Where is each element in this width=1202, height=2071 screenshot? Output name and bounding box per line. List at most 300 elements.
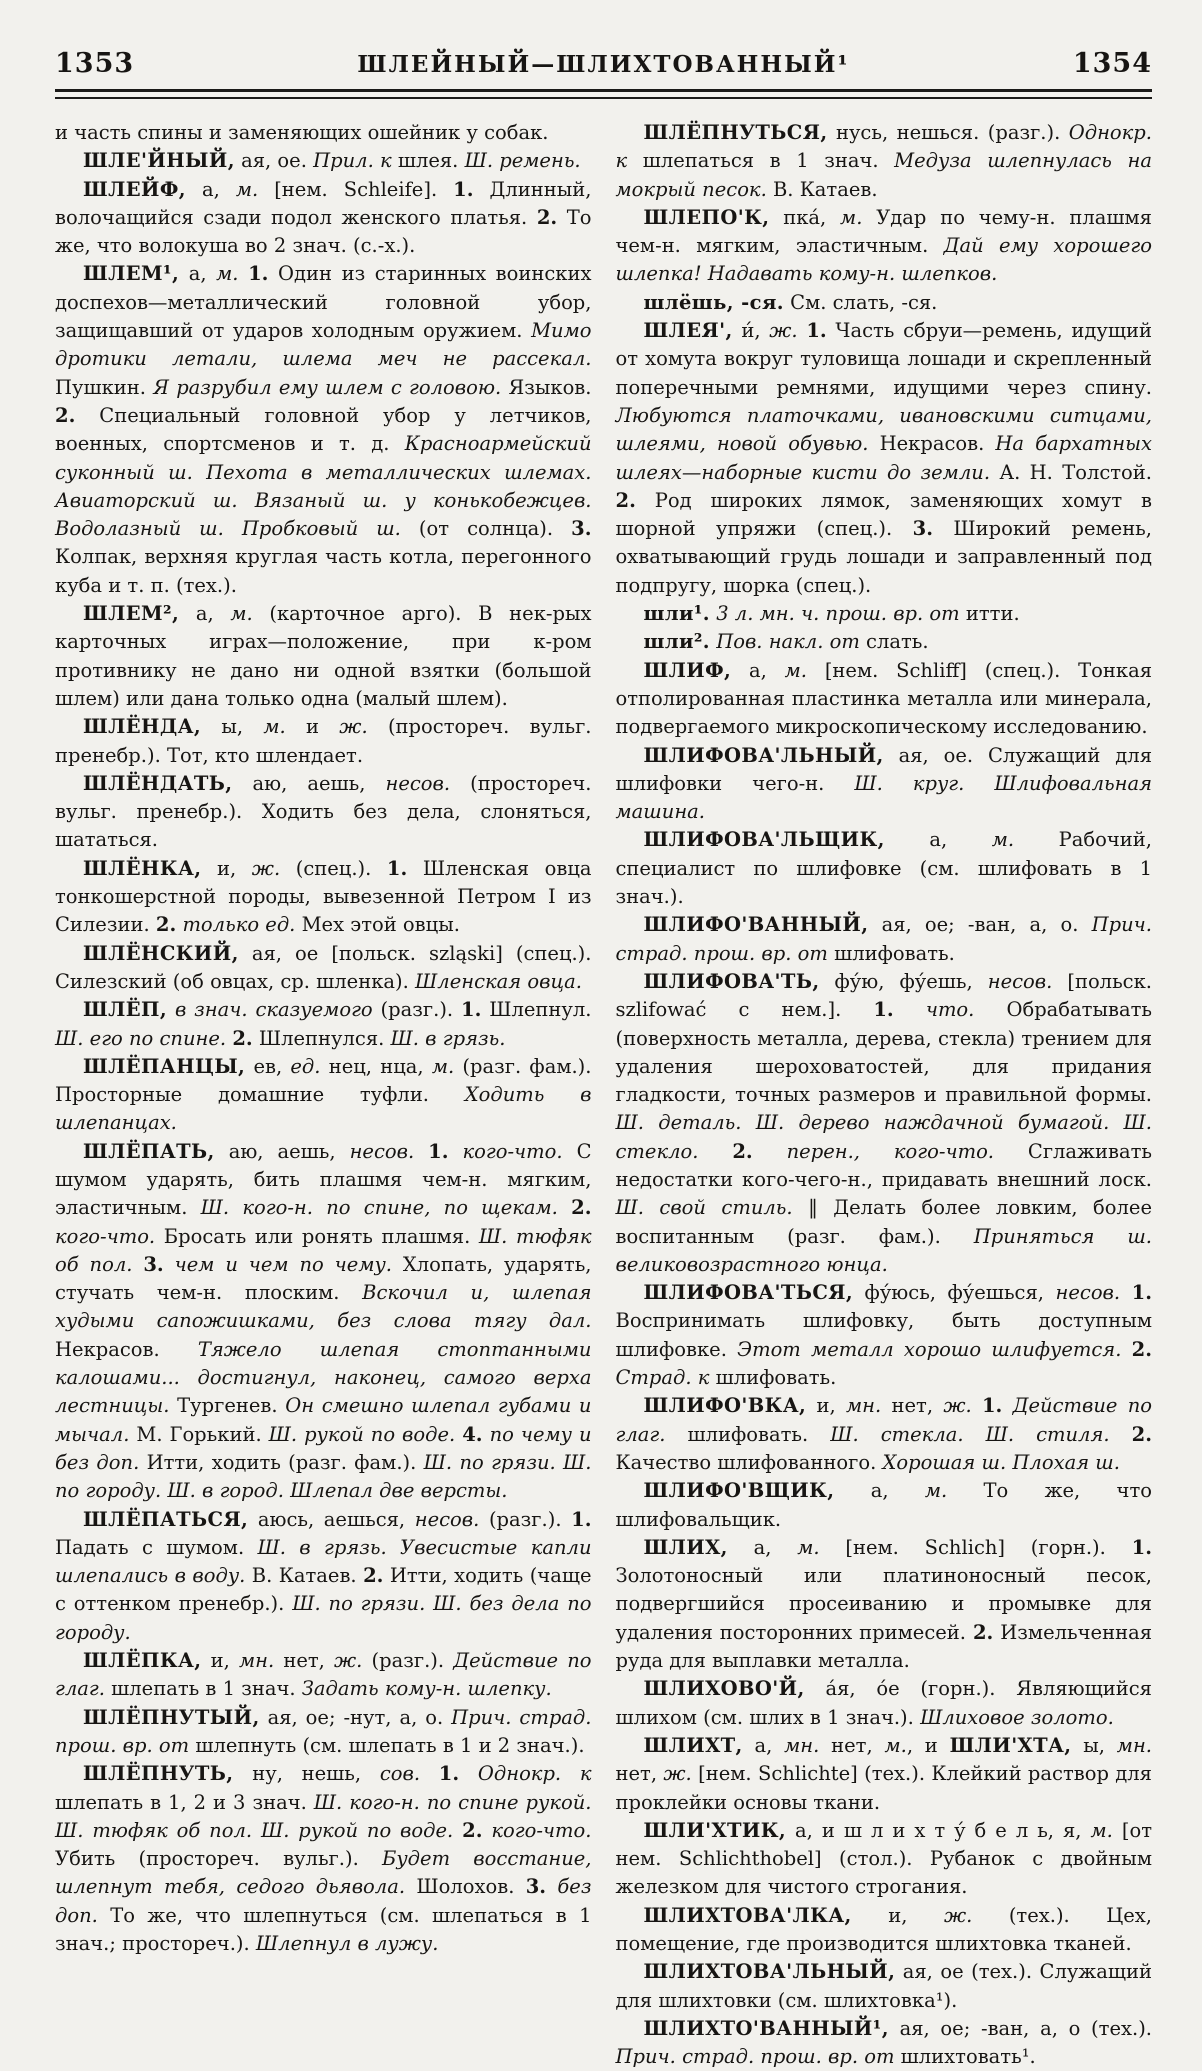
italic-text: ж. [339, 715, 368, 739]
left-column [55, 119, 592, 2071]
dictionary-entry [616, 1477, 1153, 1534]
headword: ШЛИХ, [643, 1535, 728, 1559]
sense-number: 1. [571, 1507, 592, 1531]
page-number-left: 1353 [55, 48, 135, 79]
plain-text: Бросать или ронять плашмя. [155, 1224, 479, 1248]
plain-text: а, и ш л и х т у́ б е л ь, я, [786, 1818, 1091, 1842]
sense-number: 1. [453, 177, 474, 201]
page-number-right: 1354 [1072, 48, 1152, 79]
plain-text: а, [884, 828, 992, 852]
headword: шлёшь, -ся. [643, 290, 784, 314]
dictionary-entry [55, 147, 592, 175]
sense-number: 2. [571, 1196, 592, 1220]
plain-text: , и [906, 1733, 950, 1757]
dictionary-entry [55, 940, 592, 997]
italic-text: Ш. в грязь. [390, 1026, 506, 1050]
italic-text: Прич. страд. прош. вр. от [615, 2045, 895, 2069]
plain-text: (от солнца). [400, 517, 572, 541]
italic-text: без доп. [55, 1875, 592, 1927]
italic-text: Хорошая ш. Плохая ш. [882, 1450, 1120, 1474]
plain-text: (разг.). [372, 998, 462, 1022]
sense-number: 2. [55, 403, 76, 427]
plain-text: Шлепнул. [481, 998, 592, 1022]
plain-text: шлепать в 1 знач. [104, 1677, 302, 1701]
headword: ШЛЁПАНЦЫ, [83, 1054, 246, 1078]
dictionary-entry [55, 176, 592, 261]
plain-text: нет, [274, 1649, 335, 1673]
italic-text: Приняться ш. великовозрастного юнца. [615, 1224, 1152, 1276]
italic-text: Он смешно шлепал губами и мычал. [55, 1394, 592, 1446]
italic-text: м. [784, 658, 808, 682]
plain-text: Некрасов. [868, 432, 996, 456]
italic-text: Ходить в шлепанцах. [55, 1083, 592, 1135]
plain-text: С шумом ударять, бить плашмя чем-н. мягким, эластичным. [55, 1139, 592, 1220]
sense-number: 1. [438, 1762, 460, 1786]
headword: ШЛИФ, [643, 658, 732, 682]
plain-text [453, 1819, 462, 1842]
headword: ШЛЕМ², [83, 602, 180, 626]
plain-text: Специальный головной убор у летчиков, военных, спортсменов и т. д. [55, 403, 592, 456]
plain-text [239, 262, 249, 285]
plain-text [753, 1140, 787, 1163]
sense-number: 4. [462, 1422, 483, 1446]
italic-text: несов. [1055, 1281, 1121, 1305]
plain-text: шлифовать. [665, 1422, 831, 1446]
plain-text: (тех.). Цех, помещение, где производится шлихтовка тканей. [615, 1903, 1153, 1955]
italic-text: Прич. страд. прош. вр. от [615, 913, 1152, 965]
headword: ШЛЕЙФ, [83, 177, 186, 201]
plain-text: [нем. Schlichte] (тех.). Клейкий раствор для проклейки основы ткани. [615, 1762, 1152, 1814]
plain-text: а́я, о́е (горн.). Являющийся шлихом (см. шлих в 1 знач.). [615, 1677, 1152, 1729]
italic-text: Ш. кого-н. по спине, по щекам. [200, 1196, 558, 1220]
headword: ШЛИФОВА'ЛЬЩИК, [643, 828, 885, 852]
italic-text: чем и чем по чему. [174, 1252, 393, 1276]
plain-text: а, [185, 177, 236, 201]
italic-text: Ш. стекла. Ш. стиля. [830, 1422, 1110, 1446]
headword: ШЛЁПАТЬ, [83, 1139, 215, 1163]
dictionary-entry [616, 2015, 1153, 2071]
plain-text: ‖ Делать более ловким, более воспитанным (разг. фам.). [615, 1196, 1152, 1248]
plain-text: А. Н. Толстой. [990, 460, 1152, 484]
plain-text: Широкий ремень, охватывающий грудь лошади и заправленный под подпругу, шорка (спец.). [615, 517, 1153, 597]
dictionary-entry [616, 119, 1153, 204]
headword: ШЛЁПНУТЬСЯ, [643, 121, 828, 144]
italic-text: м. [924, 1479, 948, 1503]
plain-text: Шлепнулся. [252, 1026, 391, 1050]
italic-text: мн. [1116, 1733, 1152, 1757]
plain-text [414, 1140, 428, 1163]
italic-text: Однокр. к [615, 121, 1152, 173]
plain-text: и, [201, 856, 252, 880]
italic-text: м. [230, 602, 253, 626]
plain-text: (простореч. вульг. пренебр.). Ходить без дела, слоняться, шататься. [55, 771, 592, 852]
italic-text: м. [431, 1054, 455, 1078]
dictionary-entry [616, 1279, 1153, 1392]
headword: ШЛЁНДА, [83, 715, 202, 739]
dictionary-entry [616, 1817, 1153, 1902]
plain-text: Удар по чему-н. плашмя чем-н. мягким, эластичным. [615, 205, 1152, 258]
plain-text: нет, [881, 1394, 944, 1418]
italic-text: Ш. по грязи. Ш. по городу. Ш. в город. Шлепал две версты. [55, 1450, 592, 1503]
headword: ШЛЁПАТЬСЯ, [83, 1507, 249, 1531]
italic-text: перен., кого-что. [786, 1139, 995, 1163]
plain-text: шлея. [391, 149, 465, 173]
headword: ШЛЁП, [83, 998, 168, 1022]
plain-text [698, 1140, 732, 1163]
dictionary-entry [55, 713, 592, 770]
italic-text: Будет восстание, шлепнут тебя, седого дьявола. [55, 1847, 592, 1899]
italic-text: Прил. к [313, 149, 392, 173]
sense-number: 1. [1131, 1535, 1152, 1559]
sense-number: 2. [972, 1620, 994, 1644]
italic-text: мн. [784, 1733, 820, 1757]
headword: ШЛЕМ¹, [83, 262, 180, 286]
italic-text: Прич. страд. прош. вр. от [55, 1705, 592, 1757]
plain-text: Пушкин. [55, 375, 154, 399]
italic-text: Шленская овца. [415, 969, 582, 993]
dictionary-entry [616, 1902, 1153, 1959]
sense-number: 3. [525, 1875, 547, 1899]
plain-text: а, [179, 262, 217, 286]
sense-number: 3. [912, 517, 933, 541]
italic-text: что. [925, 998, 975, 1022]
plain-text: шлихтовать¹. [894, 2045, 1036, 2069]
italic-text: м. [884, 1733, 907, 1757]
plain-text: и́, [732, 319, 770, 343]
headword: ШЛИХТОВА'ЛЬНЫЙ, [643, 1960, 896, 1984]
sense-number: 1. [873, 998, 894, 1022]
sense-number: 2. [232, 1026, 253, 1050]
plain-text: Тургенев. [169, 1394, 286, 1418]
sense-number: 2. [732, 1139, 753, 1163]
dictionary-entry [616, 1732, 1153, 1817]
dictionary-entry [616, 1392, 1153, 1477]
italic-text: Страд. к [615, 1366, 710, 1390]
plain-text: нусь, нешься. (разг.). [827, 121, 1069, 144]
italic-text: Ш. рукой по воде. [268, 1422, 456, 1446]
dictionary-entry [616, 968, 1153, 1279]
headword: ШЛЁПКА, [83, 1649, 202, 1673]
headword: ШЛЕЯ', [643, 319, 733, 343]
plain-text: Рабочий, специалист по шлифовке (см. шлифовать в 1 знач.). [615, 828, 1152, 909]
italic-text: кого-что. [491, 1818, 592, 1842]
italic-text: Любуются платочками, ивановскими ситцами, шлеями, новой обувью. [615, 403, 1152, 456]
italic-text: Пов. накл. от [716, 630, 860, 654]
plain-text: и, [851, 1903, 944, 1927]
italic-text: Однокр. к [477, 1762, 592, 1786]
italic-text: Действие по глаг. [55, 1649, 592, 1701]
headword: ШЛИ'ХТИК, [643, 1818, 787, 1842]
plain-text: ев, [245, 1054, 291, 1078]
italic-text: м. [840, 205, 863, 229]
plain-text: (карточное арго). В нек-рых карточных играх—положение, при к-ром противнику не дано ни одной взятки (большой шлем) или дана только одна (малый шлем). [55, 602, 592, 710]
italic-text: м. [991, 828, 1015, 852]
plain-text: пка́, [769, 205, 841, 229]
plain-text: и часть спины и заменяющих ошейник у собак. [55, 121, 549, 144]
plain-text: [польск. szlifować с нем.]. [615, 969, 1152, 1022]
plain-text: То же, что шлифовальщик. [615, 1479, 1152, 1531]
sense-number: 2. [462, 1818, 483, 1842]
headword: ШЛЕПО'К, [643, 205, 770, 229]
plain-text: (простореч. вульг. пренебр.). Тот, кто шлендает. [55, 715, 592, 767]
sense-number: 3. [571, 517, 592, 541]
italic-text: м. [216, 262, 239, 286]
plain-text: Длинный, волочащийся сзади подол женского платья. [55, 177, 592, 229]
plain-text: шлепнуть (см. шлепать в 1 и 2 знач.). [189, 1733, 585, 1757]
dictionary-entry [616, 289, 1153, 317]
plain-text: ая, ое (тех.). Служащий для шлихтовки (см. шлихтовка¹). [615, 1960, 1152, 2012]
plain-text [894, 998, 926, 1021]
plain-text: шлифовать. [827, 941, 955, 965]
italic-text: кого-что. [462, 1139, 563, 1163]
headword: ШЛИФО'ВКА, [643, 1394, 807, 1418]
plain-text: шлифовать. [709, 1366, 837, 1390]
italic-text: Медуза шлепнулась на мокрый песок. [615, 149, 1152, 201]
italic-text: несов. [349, 1139, 415, 1163]
plain-text: Итти, ходить (чаще с оттенком пренебр.). [55, 1564, 592, 1616]
italic-text: ж. [943, 1903, 973, 1927]
plain-text [132, 1253, 143, 1276]
headword: ШЛЁНСКИЙ, [83, 941, 239, 965]
plain-text: Воспринимать шлифовку, быть доступным шлифовке. [615, 1309, 1152, 1361]
dictionary-entry [616, 600, 1153, 628]
headword: ШЛИФОВА'ЛЬНЫЙ, [643, 743, 884, 767]
dictionary-entry [55, 1506, 592, 1647]
italic-text: сов. [379, 1762, 421, 1786]
italic-text: м. [235, 177, 259, 201]
headword: ШЛИФОВА'ТЬ, [643, 969, 820, 993]
italic-text: Шлепнул в лужу. [255, 1932, 439, 1955]
sense-number: 1. [806, 319, 827, 343]
sense-number: 2. [1131, 1337, 1152, 1361]
italic-text: ж. [769, 319, 798, 343]
italic-text: Тяжело шлепая стоптанными калошами... достигнул, наконец, самого верха лестницы. [55, 1337, 592, 1418]
italic-text: Ш. кого-н. по спине рукой. Ш. тюфяк об пол. Ш. рукой по воде. [55, 1790, 592, 1842]
dictionary-entry [55, 996, 592, 1053]
dictionary-entry [55, 1053, 592, 1138]
headword: ШЛИФОВА'ТЬСЯ, [643, 1281, 854, 1305]
plain-text: итти. [959, 602, 1020, 626]
plain-text: Колпак, верхняя круглая часть котла, перегонного куба и т. п. (тех.). [55, 545, 592, 597]
header-rule [55, 89, 1152, 99]
headword: шли¹. [643, 602, 710, 626]
dictionary-entry [616, 628, 1153, 656]
plain-text: нец, нца, [320, 1054, 432, 1078]
dictionary-entry [55, 1760, 592, 1958]
plain-text: То же, что волокуша во 2 знач. (с.-х.). [55, 205, 592, 258]
headword: ШЛЁНКА, [83, 856, 202, 880]
sense-number: 1. [1131, 1281, 1152, 1305]
dictionary-entry [616, 742, 1153, 827]
italic-text: несов. [414, 1507, 480, 1531]
italic-text: Ш. по грязи. Ш. без дела по городу. [55, 1592, 592, 1644]
italic-text: кого-что. [55, 1224, 156, 1248]
italic-text: Шлиховое золото. [920, 1705, 1114, 1729]
dictionary-entry [616, 317, 1153, 600]
dictionary-entry [616, 657, 1153, 742]
dictionary-entry [616, 826, 1153, 911]
dictionary-entry [55, 855, 592, 940]
italic-text: ж. [943, 1394, 972, 1418]
plain-text: шлепаться в 1 знач. [627, 149, 895, 173]
italic-text: Я разрубил ему шлем с головою. [153, 375, 502, 399]
plain-text: ы, [1071, 1733, 1117, 1757]
plain-text: Некрасов. [55, 1337, 198, 1361]
headword: ШЛЁПНУТЫЙ, [83, 1705, 260, 1729]
plain-text [546, 1875, 557, 1898]
dictionary-entry [55, 1647, 592, 1704]
plain-text: Мех этой овцы. [295, 913, 460, 937]
headword: ШЛЕ'ЙНЫЙ, [83, 149, 235, 173]
plain-text: Падать с шумом. [55, 1535, 258, 1559]
plain-text: (разг. фам.). Просторные домашние туфли. [55, 1054, 592, 1107]
headword: ШЛИФО'ВЩИК, [643, 1479, 835, 1503]
headword: ШЛИХТО'ВАННЫЙ¹, [643, 2016, 889, 2040]
headword: ШЛЁПНУТЬ, [83, 1762, 234, 1786]
plain-text [1121, 1338, 1131, 1361]
page-header [55, 48, 1152, 79]
plain-text [1002, 1394, 1012, 1417]
sense-number: 1. [248, 262, 269, 286]
italic-text: ж. [334, 1649, 363, 1673]
text-columns [55, 119, 1152, 2071]
plain-text: нет, [615, 1762, 664, 1786]
plain-text: Часть сбруи—ремень, идущий от хомута вокруг туловища лошади и скрепленный поперечными ремнями, идущими через спину. [615, 319, 1153, 399]
italic-text: Ш. свой стиль. [615, 1196, 793, 1220]
plain-text [449, 1140, 463, 1163]
plain-text: [нем. Schliff] (спец.). Тонкая отполированная пластинка металла или минерала, подвергаемого микроскопическому исследованию. [615, 658, 1152, 739]
headword: ШЛИ'ХТА, [949, 1733, 1072, 1757]
italic-text: несов. [987, 969, 1053, 993]
italic-text: Задать кому-н. шлепку. [301, 1677, 552, 1701]
plain-text: аю, аешь, [232, 771, 386, 795]
plain-text: (спец.). [280, 856, 387, 880]
dictionary-entry [55, 1704, 592, 1761]
headword: ШЛИФО'ВАННЫЙ, [643, 913, 869, 937]
sense-number: 2. [536, 205, 558, 229]
italic-text: мн. [238, 1649, 275, 1673]
plain-text: [от нем. Schlichthobel] (стол.). Рубанок с двойным железком для чистого строгания. [615, 1818, 1152, 1899]
dictionary-entry [55, 1138, 592, 1506]
plain-text: См. слать, -ся. [783, 290, 938, 314]
sense-number: 1. [386, 856, 408, 880]
plain-text: ая, ое; -ван, а, о (тех.). [888, 2016, 1152, 2040]
plain-text [1110, 1423, 1132, 1446]
dictionary-entry [55, 260, 592, 600]
plain-text: а, [179, 602, 231, 626]
plain-text: Итти, ходить (разг. фам.). [139, 1450, 424, 1474]
italic-text: Ш. ремень. [464, 149, 581, 173]
plain-text: Шолохов. [405, 1875, 526, 1899]
plain-text: а, [742, 1733, 785, 1757]
dictionary-entry [55, 770, 592, 855]
plain-text: (разг.). [479, 1507, 572, 1531]
plain-text [972, 1394, 982, 1417]
plain-text: В. Катаев. [245, 1564, 364, 1588]
headword: ШЛЁНДАТЬ, [83, 771, 233, 795]
sense-number: 1. [428, 1139, 449, 1163]
headword: шли². [643, 630, 710, 654]
sense-number: 2. [615, 488, 636, 512]
dictionary-entry [616, 911, 1153, 968]
italic-text: мн. [846, 1394, 882, 1418]
plain-text: Качество шлифованного. [615, 1450, 883, 1474]
sense-number: 1. [981, 1394, 1003, 1418]
sense-number: 2. [363, 1564, 384, 1588]
plain-text: Один из старинных воинских доспехов—металлический головной убор, защищавший от ударов холодным оружием. [55, 262, 592, 343]
headword: ШЛИХТОВА'ЛКА, [643, 1903, 852, 1927]
plain-text [459, 1762, 478, 1785]
plain-text: и, [201, 1649, 239, 1673]
italic-text: Этот металл хорошо шлифуется. [737, 1337, 1122, 1361]
dictionary-entry [616, 1675, 1153, 1732]
plain-text: Род широких лямок, заменяющих хомут в шорной упряжи (спец.). [615, 488, 1152, 541]
italic-text: Действие по глаг. [615, 1394, 1153, 1446]
italic-text: Красноармейский суконный ш. Пехота в металлических шлемах. Авиаторский ш. Вязаный ш. у конькобежцев. Водолазный ш. Пробковый ш. [55, 432, 592, 541]
dictionary-entry [55, 119, 592, 147]
plain-text: и [285, 715, 340, 739]
italic-text: Мимо дротики летали, шлема меч не рассекал. [55, 319, 592, 371]
plain-text: [нем. Schlich] (горн.). [819, 1535, 1132, 1559]
plain-text: ы, [201, 715, 264, 739]
italic-text: ж. [663, 1762, 692, 1786]
plain-text: а, [731, 658, 785, 682]
plain-text [1120, 1281, 1132, 1304]
italic-text: На бархатных шлеях—наборные кисти до земли. [615, 432, 1152, 484]
plain-text: Обрабатывать (поверхность металла, дерева, стекла) трением для удаления шероховатостей, для придания гладкости, точных размеров и правильной формы. [615, 998, 1152, 1107]
italic-text: Дай ему хорошего шлепка! Надавать кому-н. шлепков. [615, 234, 1152, 286]
plain-text: ну, нешь, [233, 1762, 380, 1786]
plain-text: ая, ое. [234, 149, 314, 173]
plain-text: (разг.). [362, 1649, 454, 1673]
plain-text: Убить (простореч. вульг.). [55, 1847, 383, 1871]
plain-text: фу́юсь, фу́ешься, [853, 1281, 1056, 1305]
italic-text: по чему и без доп. [55, 1422, 592, 1474]
plain-text: Хлопать, ударять, стучать чем-н. плоским. [55, 1252, 592, 1305]
plain-text: Сглаживать недостатки кого-чего-н., придавать внешний лоск. [615, 1139, 1153, 1191]
italic-text: ж. [251, 856, 281, 880]
plain-text: а, [834, 1479, 925, 1503]
italic-text: Ш. тюфяк об пол. [55, 1224, 592, 1276]
dictionary-entry [616, 1958, 1153, 2015]
italic-text: м. [797, 1535, 820, 1559]
plain-text: Шленская овца тонкошерстной породы, вывезенной Петром I из Силезии. [55, 856, 592, 937]
italic-text: Ш. в грязь. Увесистые капли шлепались в воду. [55, 1535, 592, 1588]
dictionary-entry [616, 1534, 1153, 1675]
running-head: ШЛЕЙНЫЙ—ШЛИХТОВАННЫЙ¹ [357, 51, 850, 78]
plain-text: Золотоносный или платиноносный песок, подвергшийся просеиванию и промывке для удаления посторонних примесей. [615, 1564, 1152, 1644]
italic-text: в знач. сказуемого [174, 998, 373, 1022]
italic-text: несов. [385, 771, 451, 795]
plain-text: То же, что шлепнуться (см. шлепаться в 1 знач.; простореч.). [55, 1903, 592, 1955]
plain-text: Языков. [501, 375, 592, 399]
plain-text [558, 1196, 571, 1219]
plain-text [164, 1253, 175, 1276]
italic-text: только ед. [182, 913, 296, 937]
italic-text: Ш. круг. Шлифовальная машина. [615, 771, 1152, 824]
plain-text: фу́ю, фу́ешь, [819, 969, 988, 993]
plain-text [420, 1762, 439, 1785]
plain-text: аюсь, аешься, [248, 1507, 415, 1531]
plain-text: ая, ое; -ван, а, о. [868, 913, 1092, 937]
plain-text: ая, ое [польск. szląski] (спец.). Силезский (об овцах, ср. шленка). [55, 941, 592, 993]
plain-text: шлепать в 1, 2 и 3 знач. [55, 1790, 314, 1814]
plain-text: В. Катаев. [766, 177, 878, 201]
plain-text: а, [727, 1535, 798, 1559]
plain-text [483, 1423, 490, 1446]
dictionary-entry [55, 600, 592, 713]
italic-text: Вскочил и, шлепая худыми сапожишками, без слова тягу дал. [55, 1281, 592, 1333]
